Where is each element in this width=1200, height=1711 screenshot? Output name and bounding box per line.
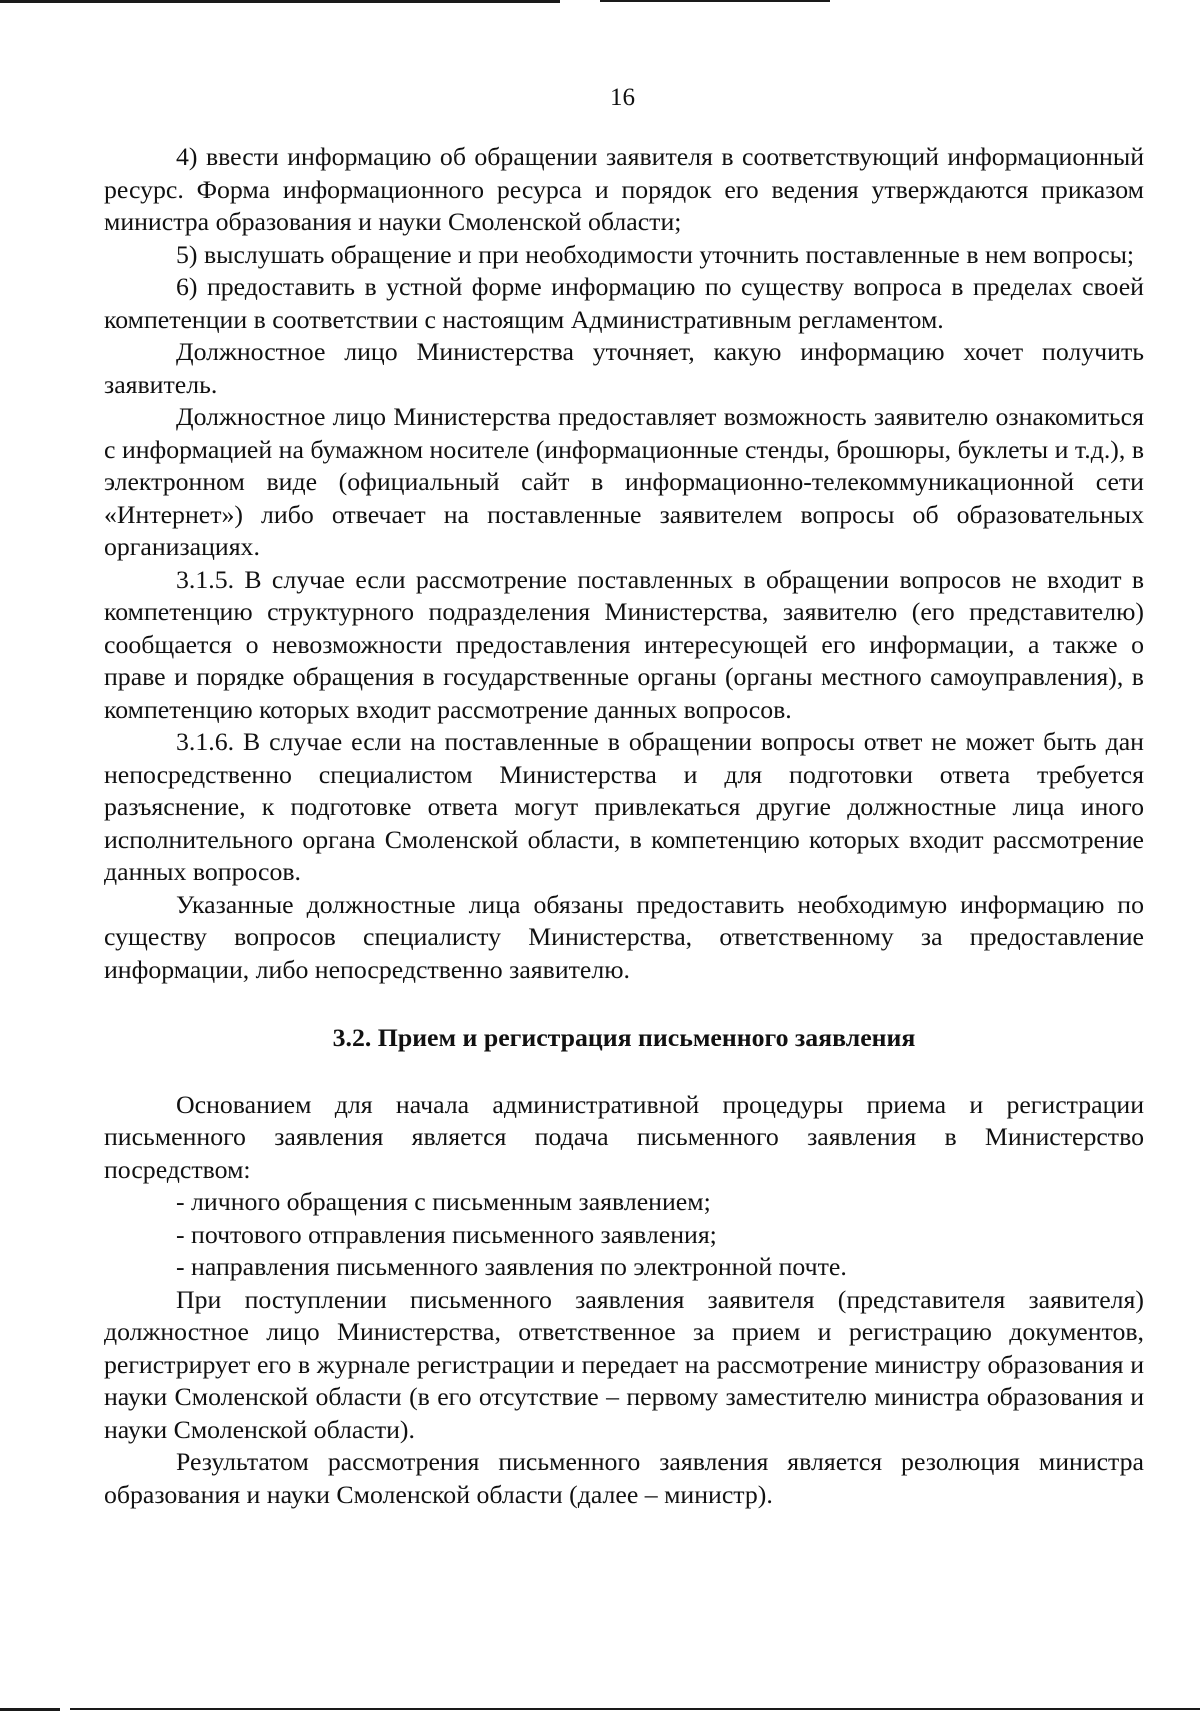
bullet-item: - почтового отправления письменного заявления; <box>176 1219 717 1249</box>
section-intro: Основанием для начала административной процедуры приема и регистрации письменного заявления является подача письменного заявления в Министерство посредством: <box>104 1089 1144 1184</box>
scan-edge-bottom-right <box>70 1708 1200 1710</box>
paragraph-item-6: 6) предоставить в устной форме информацию по существу вопроса в пределах своей компетенции в соответствии с настоящим Административным регламентом. <box>104 272 1144 334</box>
paragraph-clarify: Должностное лицо Министерства уточняет, какую информацию хочет получить заявитель. <box>104 337 1144 399</box>
paragraph-registration: При поступлении письменного заявления заявителя (представителя заявителя) должностное лицо Министерства, ответственное за прием и регистрацию документов, регистрирует его в журнале регистрации и передает на рассмотрение министру образования и науки Смоленской области (в его отсутствие – первому заместителю министра образования и науки Смоленской области). <box>104 1284 1144 1444</box>
page-number: 16 <box>610 84 635 111</box>
document-body <box>104 141 1144 1511</box>
paragraph-result: Результатом рассмотрения письменного заявления является резолюция министра образования и науки Смоленской области (далее – министр). <box>104 1447 1144 1509</box>
paragraph-item-5: 5) выслушать обращение и при необходимости уточнить поставленные в нем вопросы; <box>176 239 1135 269</box>
scan-edge-top-left <box>0 0 560 3</box>
paragraph-officials-obliged: Указанные должностные лица обязаны предоставить необходимую информацию по существу вопросов специалисту Министерства, ответственному за предоставление информации, либо непосредственно заявителю. <box>104 889 1144 984</box>
paragraph-item-4: 4) ввести информацию об обращении заявителя в соответствующий информационный ресурс. Форма информационного ресурса и порядок его ведения утверждаются приказом министра образования и науки Смоленской области; <box>104 142 1144 236</box>
scan-edge-top-right <box>600 0 830 2</box>
paragraph-3-1-6: 3.1.6. В случае если на поставленные в обращении вопросы ответ не может быть дан непосредственно специалистом Министерства и для подготовки ответа требуется разъяснение, к подготовке ответа могут привлекаться другие должностные лица иного исполнительного органа Смоленской области, в компетенцию которых входит рассмотрение данных вопросов. <box>104 727 1144 886</box>
section-heading: 3.2. Прием и регистрация письменного заявления <box>332 1023 916 1052</box>
bullet-item: - личного обращения с письменным заявлением; <box>176 1187 711 1216</box>
bullet-item: - направления письменного заявления по электронной почте. <box>176 1252 847 1281</box>
paragraph-provide-info: Должностное лицо Министерства предоставляет возможность заявителю ознакомиться с информацией на бумажном носителе (информационные стенды, брошюры, буклеты и т.д.), в электронном виде (официальный сайт в информационно-телекоммуникационной сети «Интернет») либо отвечает на поставленные заявителем вопросы об образовательных организациях. <box>104 402 1144 561</box>
paragraph-3-1-5: 3.1.5. В случае если рассмотрение поставленных в обращении вопросов не входит в компетенцию структурного подразделения Министерства, заявителю (его представителю) сообщается о невозможности предоставления интересующей его информации, а также о праве и порядке обращения в государственные органы (органы местного самоуправления), в компетенцию которых входит рассмотрение данных вопросов. <box>104 564 1144 724</box>
